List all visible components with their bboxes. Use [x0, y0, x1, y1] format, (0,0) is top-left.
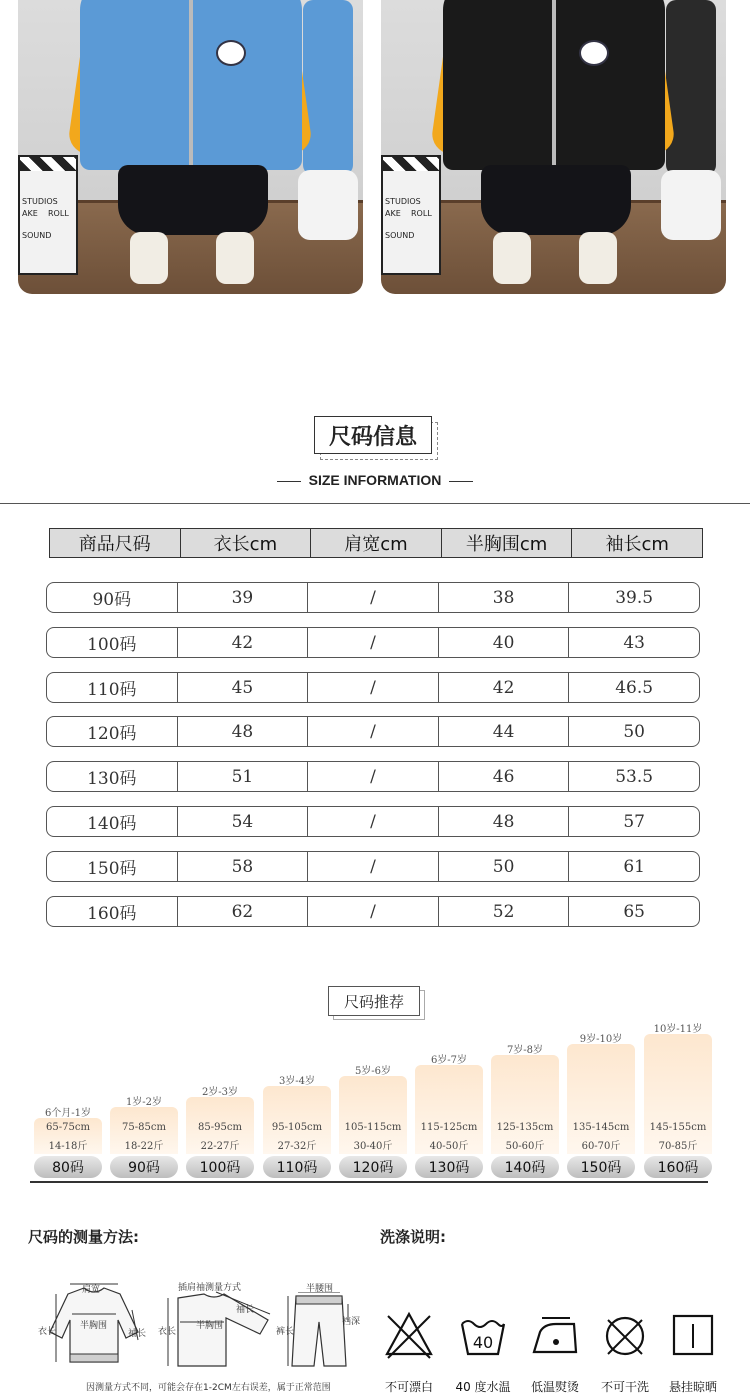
bar-age-label: 6岁-7岁 — [430, 1055, 468, 1066]
size-info-subtitle: SIZE INFORMATION — [0, 472, 750, 488]
table-cell: 50 — [439, 852, 570, 881]
table-cell: 90码 — [47, 583, 178, 612]
table-cell: 57 — [623, 811, 645, 832]
care-label-no-bleach: 不可漂白 — [384, 1380, 433, 1393]
size-pill: 110码 — [263, 1156, 331, 1178]
product-photo-black — [381, 0, 726, 294]
bear-logo-icon — [579, 40, 609, 66]
table-cell: 50 — [623, 721, 645, 742]
table-row — [46, 627, 700, 658]
size-table-header — [49, 528, 703, 558]
bar-age-label: 5岁-6岁 — [354, 1066, 392, 1077]
bar-weight-label: 27-32斤 — [277, 1141, 317, 1152]
table-cell: 44 — [439, 717, 570, 746]
table-cell: 51 — [178, 762, 309, 791]
clapperboard: STUDIOS AKE ROLL SOUND — [381, 155, 441, 275]
bar-height-label: 115-125cm — [420, 1122, 478, 1133]
header-shoulder: 肩宽cm — [311, 529, 442, 557]
bar-age-label: 10岁-11岁 — [653, 1024, 703, 1035]
table-cell: 48 — [178, 717, 309, 746]
care-label-wash-40: 40 度水温 — [455, 1380, 511, 1393]
care-label-low-iron: 低温熨烫 — [530, 1380, 579, 1393]
table-cell: / — [308, 717, 439, 746]
size-pill: 80码 — [34, 1156, 102, 1178]
table-cell: 40 — [439, 628, 570, 657]
table-row — [46, 672, 700, 703]
size-bar — [644, 1034, 712, 1154]
bar-height-label: 135-145cm — [572, 1122, 630, 1133]
table-cell: 160码 — [47, 897, 178, 926]
table-cell: 120码 — [47, 717, 178, 746]
table-cell: 52 — [439, 897, 570, 926]
bar-age-label: 9岁-10岁 — [579, 1034, 623, 1045]
table-row — [46, 761, 700, 792]
table-cell: 48 — [439, 807, 570, 836]
bar-age-label: 6个月-1岁 — [44, 1108, 92, 1119]
bar-weight-label: 50-60斤 — [505, 1141, 545, 1152]
bar-weight-label: 40-50斤 — [429, 1141, 469, 1152]
bar-height-label: 125-135cm — [496, 1122, 554, 1133]
size-pill: 160码 — [644, 1156, 712, 1178]
size-pill: 150码 — [567, 1156, 635, 1178]
bar-age-label: 1岁-2岁 — [125, 1097, 163, 1108]
table-cell: 130码 — [47, 762, 178, 791]
header-sleeve: 袖长cm — [605, 534, 669, 555]
table-cell: 45 — [178, 673, 309, 702]
clapperboard: STUDIOS AKE ROLL SOUND — [18, 155, 78, 275]
bar-height-label: 75-85cm — [122, 1122, 166, 1133]
size-info-title: 尺码信息 — [314, 416, 432, 454]
rec-baseline — [30, 1181, 708, 1183]
table-row — [46, 716, 700, 747]
table-cell: 61 — [623, 856, 645, 877]
bar-age-label: 2岁-3岁 — [201, 1087, 239, 1098]
table-cell: / — [308, 583, 439, 612]
section-divider — [0, 503, 750, 504]
bar-age-label: 3岁-4岁 — [278, 1076, 316, 1087]
table-cell: 42 — [178, 628, 309, 657]
no-dryclean-icon — [600, 1310, 650, 1360]
bar-weight-label: 70-85斤 — [658, 1141, 698, 1152]
table-cell: 110码 — [47, 673, 178, 702]
table-cell: 46 — [439, 762, 570, 791]
size-pill: 120码 — [339, 1156, 407, 1178]
pants-diagram — [284, 1292, 354, 1370]
table-cell: 39 — [178, 583, 309, 612]
bar-weight-label: 60-70斤 — [581, 1141, 621, 1152]
table-row — [46, 851, 700, 882]
table-cell: 42 — [439, 673, 570, 702]
table-row — [46, 806, 700, 837]
table-cell: 140码 — [47, 807, 178, 836]
size-pill: 100码 — [186, 1156, 254, 1178]
table-cell: 38 — [439, 583, 570, 612]
bar-height-label: 85-95cm — [198, 1122, 242, 1133]
size-recommend-title: 尺码推荐 — [328, 986, 420, 1016]
bar-weight-label: 30-40斤 — [353, 1141, 393, 1152]
size-pill: 90码 — [110, 1156, 178, 1178]
table-row — [46, 896, 700, 927]
hang-dry-icon — [668, 1310, 718, 1360]
header-length: 衣长cm — [181, 529, 312, 557]
table-cell: 46.5 — [615, 677, 654, 698]
care-title: 洗涤说明: — [380, 1228, 446, 1246]
table-cell: / — [308, 673, 439, 702]
header-chest: 半胸围cm — [442, 529, 573, 557]
bar-height-label: 145-155cm — [649, 1122, 707, 1133]
measurement-note: 因测量方式不同，可能会存在1-2CM左右误差，属于正常范围 — [86, 1383, 331, 1393]
table-cell: / — [308, 852, 439, 881]
table-cell: / — [308, 897, 439, 926]
bar-weight-label: 22-27斤 — [200, 1141, 240, 1152]
table-cell: 62 — [178, 897, 309, 926]
product-photo-blue — [18, 0, 363, 294]
table-cell: 65 — [623, 901, 645, 922]
table-cell: / — [308, 807, 439, 836]
table-cell: 150码 — [47, 852, 178, 881]
care-label-no-dryclean: 不可干洗 — [600, 1380, 649, 1393]
table-cell: 100码 — [47, 628, 178, 657]
bar-height-label: 65-75cm — [46, 1122, 90, 1133]
table-cell: / — [308, 628, 439, 657]
table-cell: 54 — [178, 807, 309, 836]
size-pill: 130码 — [415, 1156, 483, 1178]
bar-weight-label: 18-22斤 — [124, 1141, 164, 1152]
bar-age-label: 7岁-8岁 — [506, 1045, 544, 1056]
bar-weight-label: 14-18斤 — [48, 1141, 88, 1152]
table-cell: / — [308, 762, 439, 791]
table-cell: 39.5 — [615, 587, 654, 608]
bar-height-label: 105-115cm — [344, 1122, 402, 1133]
table-cell: 53.5 — [615, 766, 654, 787]
table-cell: 58 — [178, 852, 309, 881]
table-row — [46, 582, 700, 613]
bar-height-label: 95-105cm — [271, 1122, 323, 1133]
measurement-title: 尺码的测量方法: — [28, 1228, 139, 1246]
size-pill: 140码 — [491, 1156, 559, 1178]
header-size: 商品尺码 — [50, 529, 181, 557]
table-cell: 43 — [623, 632, 645, 653]
svg-text:40: 40 — [472, 1333, 494, 1352]
wash-40-icon — [458, 1310, 508, 1360]
care-label-hang-dry: 悬挂晾晒 — [668, 1380, 717, 1393]
low-iron-icon — [530, 1310, 580, 1360]
bear-logo-icon — [216, 40, 246, 66]
no-bleach-icon — [384, 1310, 434, 1360]
